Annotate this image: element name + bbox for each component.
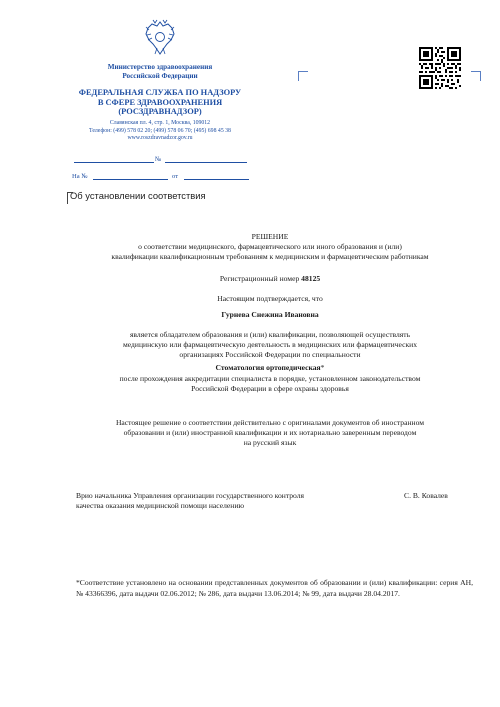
holder-text: является обладателем образования и (или) квалификации, позволяющей осуществлять медицинскую или фармацевтическую деятельность в медицинских или фармацевтических организациях Российской Федерации по специальности [122, 330, 418, 359]
address-corner-top-left [298, 71, 308, 81]
accreditation-text: после прохождения аккредитации специалиста в порядке, установленном законодательством Российской Федерации в сфере охраны здоровья [119, 374, 421, 393]
specialty-name: Стоматология ортопедическая [215, 363, 321, 372]
registration-label: Регистрационный номер [219, 274, 300, 283]
coat-of-arms-icon [143, 18, 177, 58]
signatory-position: Врио начальника Управления организации государственного контроля качества оказания медицинской помощи населению [76, 491, 305, 510]
on-number-label: На № [72, 173, 88, 180]
registration-number: 48125 [301, 274, 321, 283]
agency-address: Славянская пл. 4, стр. 1, Москва, 109012 Телефон: (499) 578 02 20; (499) 578 06 70; (495) 698 45 38 www.roszdravnadzor.gov.ru [89, 120, 231, 141]
address-corner-top-right [471, 71, 481, 81]
footnote: *Соответствие установлено на основании представленных документов об образовании и (или) квалификации: серия АН, № 43366396, дата выдачи 02.06.2012; № 286, дата выдачи 13.06.2014; № 99, дата выдачи 28.04.2017. [76, 578, 473, 598]
from-label: от [172, 173, 179, 180]
signatory-name: С. В. Ковалев [404, 491, 448, 500]
ministry-name: Министерство здравоохранения Российской Федерации [107, 63, 213, 80]
decision-title: РЕШЕНИЕ [251, 232, 289, 241]
on-number-line [93, 172, 168, 180]
decision-subtitle: о соответствии медицинского, фармацевтического или иного образования и (или) квалификации квалификационным требованиям к медицинским и фармацевтическим работникам [111, 242, 429, 261]
outgoing-number-line [165, 155, 247, 163]
specialty-footnote-mark: * [320, 363, 325, 372]
from-date-line [184, 172, 249, 180]
number-label: № [155, 156, 162, 163]
specialty-line [50, 363, 490, 373]
subject-line: Об установлении соответствия [70, 190, 206, 201]
outgoing-date-line [74, 155, 154, 163]
confirmation-text: Настоящим подтверждается, что [217, 294, 323, 303]
validity-text: Настоящее решение о соответствии действительно с оригиналами документов об иностранном образовании и (или) иностранной квалификации и их нотариально заверенным переводом на русский язык [115, 418, 425, 447]
person-name: Гурнева Снежина Ивановна [221, 310, 319, 319]
qr-code-icon [419, 47, 461, 89]
registration-line [50, 274, 490, 284]
agency-name: ФЕДЕРАЛЬНАЯ СЛУЖБА ПО НАДЗОРУ В СФЕРЕ ЗДРАВООХРАНЕНИЯ (РОСЗДРАВНАДЗОР) [78, 88, 242, 116]
